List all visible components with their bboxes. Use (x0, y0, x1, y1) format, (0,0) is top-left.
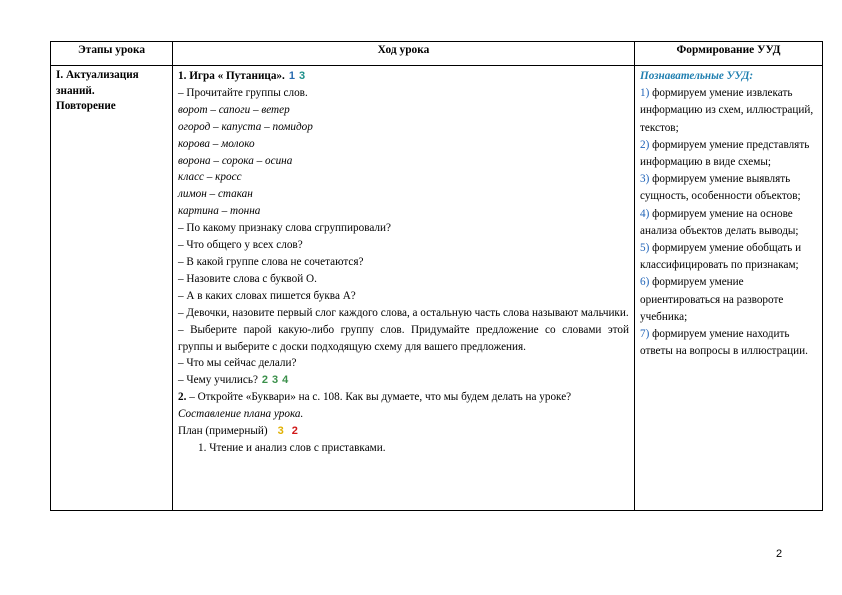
lesson-plan-table (50, 41, 823, 511)
game-mark-1: 1 (288, 70, 295, 82)
step-2-number: 2. (178, 391, 187, 404)
uud-item-number: 4) (640, 207, 650, 220)
plan-heading: Составление плана урока. (178, 408, 304, 421)
uud-item (640, 326, 817, 360)
uud-item-text: формируем умение находить ответы на вопросы в иллюстрации. (640, 328, 808, 358)
stage-line-1: Актуализация (65, 69, 139, 81)
pair-task: – Выберите парой какую-либо группу слов. Придумайте предложение со словами этой группы и выберите с доски подходящую схему для вашего предложения. (178, 323, 629, 353)
plan-item: 1. Чтение и анализ слов с приставками. (198, 441, 386, 454)
word-group: ворот – сапоги – ветер (178, 103, 290, 116)
lesson-flow-cell (173, 66, 635, 511)
uud-item (640, 240, 817, 274)
learn-mark-3: 4 (282, 374, 289, 387)
word-group: лимон – стакан (178, 188, 253, 201)
header-uud: Формирование УУД (635, 42, 823, 66)
girls-task: – Девочки, назовите первый слог каждого слова, а остальную часть слова называют мальчики. (178, 306, 629, 319)
uud-cell (635, 66, 823, 511)
table-header-row (51, 42, 823, 66)
stage-number: I. (56, 69, 64, 81)
uud-item (640, 171, 817, 205)
word-group: огород – капуста – помидор (178, 120, 313, 133)
step-2-text: – Откройте «Буквари» на с. 108. Как вы думаете, что мы будем делать на уроке? (189, 391, 572, 404)
uud-item (640, 274, 817, 326)
question: – В какой группе слова не сочетаются? (178, 255, 364, 268)
uud-item-number: 7) (640, 328, 650, 341)
plan-label: План (примерный) (178, 425, 268, 438)
uud-item-text: формируем умение представлять информацию в виде схемы; (640, 138, 810, 169)
uud-item-number: 3) (640, 173, 650, 186)
stage-line-2: знаний. (56, 84, 95, 97)
header-stages: Этапы урока (51, 42, 173, 66)
word-group: ворона – сорока – осина (178, 154, 293, 167)
plan-mark-1: 3 (277, 425, 284, 438)
what-did-question: – Что мы сейчас делали? (178, 357, 297, 370)
question: – А в каких словах пишется буква А? (178, 289, 356, 302)
read-task: – Прочитайте группы слов. (178, 86, 308, 99)
word-group: корова – молоко (178, 137, 255, 150)
uud-item (640, 206, 817, 240)
uud-item-number: 6) (640, 276, 650, 289)
uud-title: Познавательные УУД: (640, 70, 754, 82)
question: – Назовите слова с буквой О. (178, 272, 317, 285)
word-group: класс – кросс (178, 171, 242, 184)
word-group: картина – тонна (178, 205, 261, 218)
uud-item-number: 2) (640, 138, 650, 151)
uud-item-number: 5) (640, 242, 650, 255)
plan-mark-2: 2 (291, 425, 298, 438)
header-lesson-flow: Ход урока (173, 42, 635, 66)
uud-item-text: формируем умение обобщать и классифицировать по признакам; (640, 242, 802, 272)
learn-mark-1: 2 (261, 374, 269, 387)
table-row (51, 66, 823, 511)
uud-item-number: 1) (640, 87, 650, 100)
uud-item-text: формируем умение ориентироваться на развороте учебника; (640, 276, 784, 323)
stage-cell (51, 66, 173, 511)
uud-item-text: формируем умение на основе анализа объектов делать выводы; (640, 207, 799, 237)
uud-item-text: формируем умение выявлять сущность, особенности объектов; (640, 173, 801, 203)
uud-item (640, 137, 817, 171)
game-mark-2: 3 (298, 70, 306, 82)
what-learn-question: – Чему учились? (178, 374, 258, 387)
uud-item-text: формируем умение извлекать информацию из схем, иллюстраций, текстов; (640, 87, 814, 134)
game-title: 1. Игра « Путаница». (178, 70, 285, 82)
uud-item (640, 85, 817, 137)
question: – По какому признаку слова сгруппировали? (178, 222, 391, 235)
question: – Что общего у всех слов? (178, 239, 303, 252)
learn-mark-2: 3 (272, 374, 279, 387)
page-number: 2 (776, 548, 783, 560)
stage-line-3: Повторение (56, 100, 116, 113)
